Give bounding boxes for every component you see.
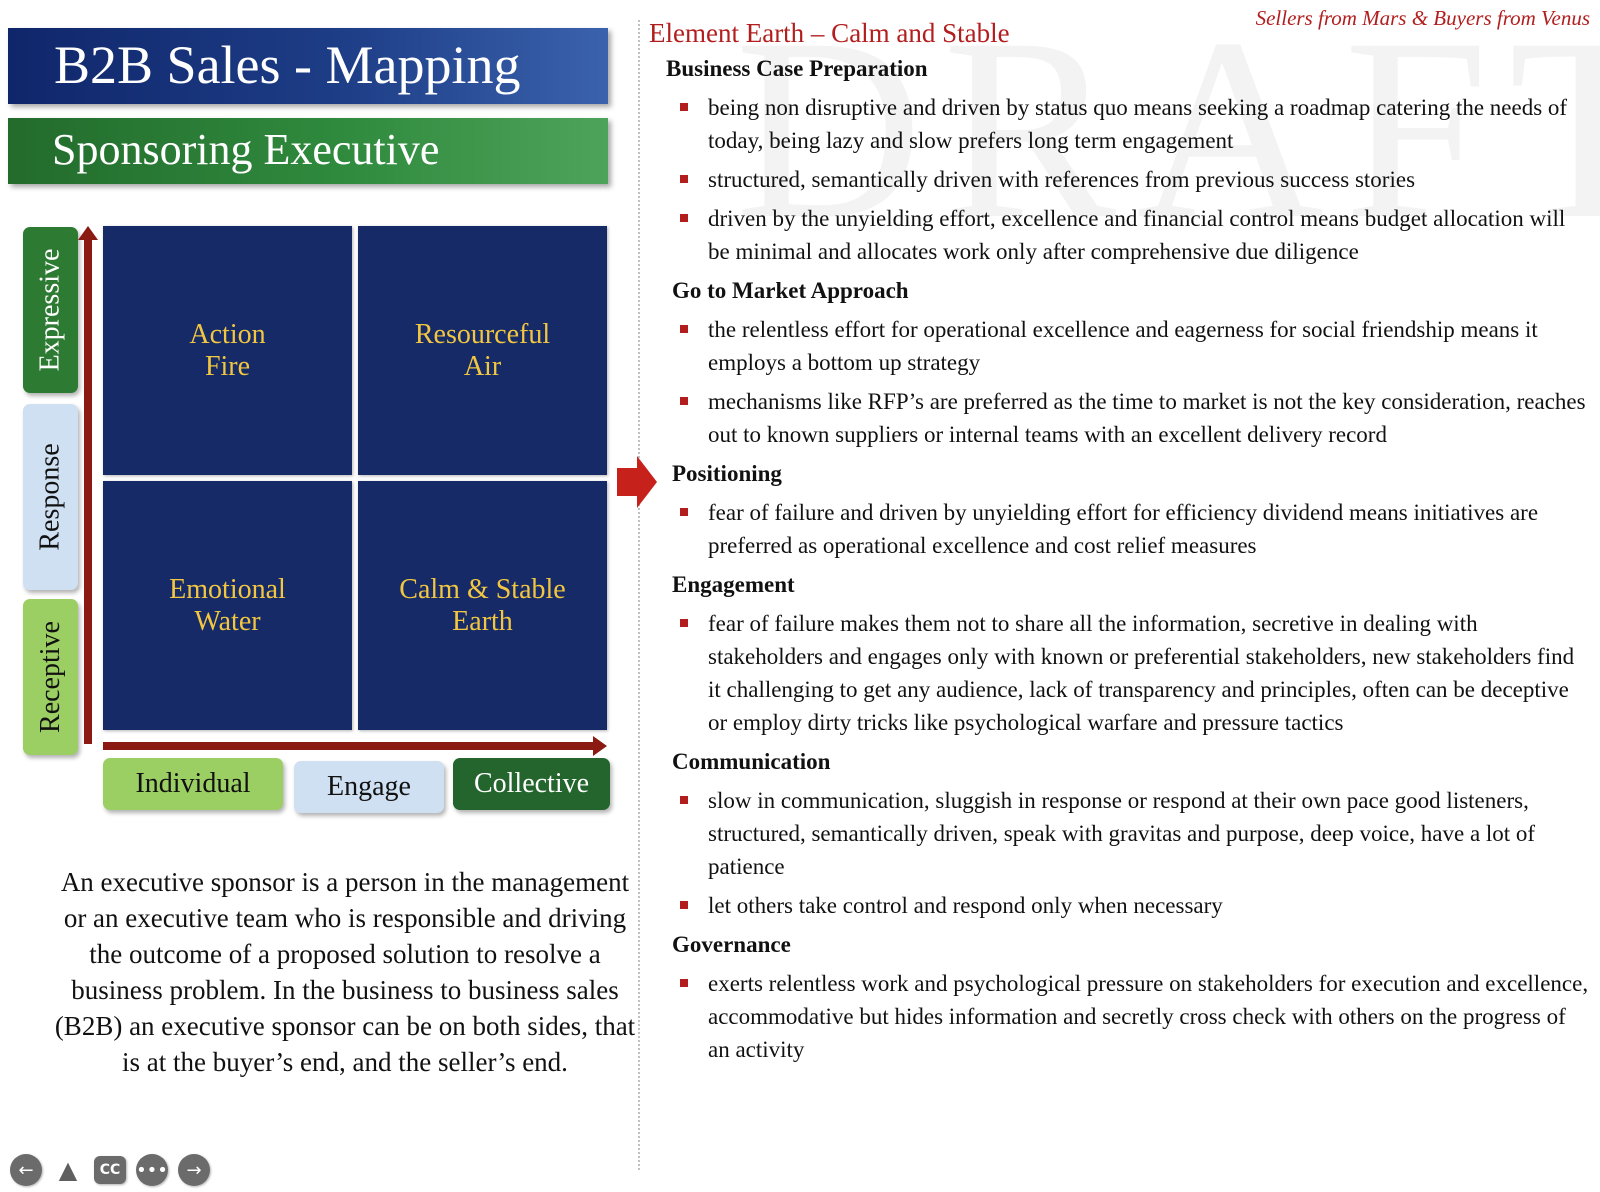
bullet-item <box>672 313 1590 379</box>
bullet-square-icon <box>680 619 688 627</box>
right-panel-content <box>666 52 1590 1072</box>
series-title: Sellers from Mars & Buyers from Venus <box>1255 6 1590 30</box>
bullet-text: the relentless effort for operational excellence and eagerness for social friendship means it employs a bottom up strategy <box>708 317 1538 375</box>
bullet-square-icon <box>680 103 688 111</box>
bullet-text: exerts relentless work and psychological pressure on stakeholders for execution and excellence, accommodative but hides information and secretly cross check with others on the progress of an activity <box>708 971 1589 1062</box>
bullet-list <box>672 967 1590 1066</box>
matrix-cell-emotional-water <box>103 481 352 730</box>
bullet-square-icon <box>680 214 688 222</box>
y-label-receptive <box>23 599 78 755</box>
y-label-response-text: Response <box>34 443 66 551</box>
section-title: Go to Market Approach <box>672 278 909 303</box>
bullet-text: mechanisms like RFP’s are preferred as the time to market is not the key consideration, reaches out to known suppliers or internal teams with an excellent delivery record <box>708 389 1586 447</box>
bullet-square-icon <box>680 796 688 804</box>
bullet-item <box>672 385 1590 451</box>
cell-label-line1: Emotional <box>169 573 286 605</box>
bullet-item <box>672 889 1590 922</box>
bullet-text: driven by the unyielding effort, excellence and financial control means budget allocation will be minimal and allocates work only after comprehensive due diligence <box>708 206 1566 264</box>
bullet-square-icon <box>680 175 688 183</box>
horizontal-axis-arrow <box>103 742 595 750</box>
x-label-engage: Engage <box>294 761 444 813</box>
cell-label-line2: Fire <box>204 350 251 382</box>
x-label-individual: Individual <box>103 758 283 810</box>
bullet-square-icon <box>680 397 688 405</box>
section <box>672 457 1590 562</box>
bullet-list <box>672 784 1590 922</box>
bullet-list <box>672 496 1590 562</box>
pointer-arrow-icon <box>617 468 637 496</box>
pointer-arrowhead-icon <box>637 456 657 508</box>
bullet-text: let others take control and respond only when necessary <box>708 893 1223 918</box>
bullet-square-icon <box>680 979 688 987</box>
element-heading: Element Earth – Calm and Stable <box>649 18 1010 48</box>
forward-arrow-icon[interactable]: → <box>178 1154 210 1186</box>
vertical-axis-arrowhead <box>78 226 98 240</box>
more-icon[interactable]: ••• <box>136 1154 168 1186</box>
y-label-receptive-text: Receptive <box>34 621 66 733</box>
section-title: Communication <box>672 749 831 774</box>
vertical-axis-arrow <box>84 232 92 744</box>
section-title: Engagement <box>672 572 795 597</box>
y-label-expressive <box>23 227 78 393</box>
cone-icon[interactable]: ▲ <box>58 1156 78 1184</box>
bullet-text: fear of failure and driven by unyielding effort for efficiency dividend means initiatives are preferred as operational excellence and cost relief measures <box>708 500 1539 558</box>
bullet-square-icon <box>680 325 688 333</box>
section <box>666 52 1590 268</box>
section <box>672 568 1590 739</box>
subtitle-banner <box>8 118 608 184</box>
bullet-list <box>672 91 1590 268</box>
horizontal-axis-arrowhead <box>593 736 607 756</box>
executive-sponsor-description: An executive sponsor is a person in the management or an executive team who is responsible and driving the outcome of a proposed solution to resolve a business problem. In the business to business sales (B2B) an executive sponsor can be on both sides, that is at the buyer’s end, and the seller’s end. <box>54 867 636 1077</box>
matrix-cell-calm-stable-earth <box>358 481 607 730</box>
cell-label-line1: Calm & Stable <box>399 573 566 605</box>
y-label-response <box>23 404 78 590</box>
bullet-text: fear of failure makes them not to share all the information, secretive in dealing with stakeholders and engages only with known or preferential stakeholders, new stakeholders find it challenging to get any audience, lack of transparency and principles, often can be deceptive or employ dirty tricks like psychological warfare and pressure tactics <box>708 611 1575 735</box>
closed-captions-icon[interactable]: CC <box>94 1156 126 1184</box>
y-label-expressive-text: Expressive <box>34 248 66 372</box>
section <box>672 928 1590 1066</box>
cell-label-line2: Air <box>463 350 502 382</box>
section <box>672 745 1590 922</box>
bullet-item <box>672 784 1590 883</box>
x-label-collective: Collective <box>453 758 610 810</box>
page-subtitle: Sponsoring Executive <box>52 125 440 174</box>
bullet-item <box>672 91 1590 157</box>
bullet-item <box>672 607 1590 739</box>
bullet-item <box>672 202 1590 268</box>
bullet-item <box>672 496 1590 562</box>
bullet-item <box>672 967 1590 1066</box>
title-banner <box>8 28 608 104</box>
section-title: Governance <box>672 932 791 957</box>
back-arrow-icon[interactable]: ← <box>10 1154 42 1186</box>
cell-label-line1: Resourceful <box>414 318 551 350</box>
cell-label-line2: Water <box>194 605 261 637</box>
section-title: Business Case Preparation <box>666 56 928 81</box>
player-controls <box>10 1154 210 1186</box>
bullet-item <box>672 163 1590 196</box>
matrix-cell-resourceful-air <box>358 226 607 475</box>
bullet-list <box>672 607 1590 739</box>
page-title: B2B Sales - Mapping <box>54 35 521 95</box>
bullet-text: slow in communication, sluggish in response or respond at their own pace good listeners, structured, semantically driven, speak with gravitas and purpose, deep voice, have a lot of patience <box>708 788 1536 879</box>
bullet-text: being non disruptive and driven by status quo means seeking a roadmap catering the needs of today, being lazy and slow prefers long term engagement <box>708 95 1568 153</box>
matrix-cell-action-fire <box>103 226 352 475</box>
cell-label-line2: Earth <box>452 605 513 637</box>
cell-label-line1: Action <box>189 318 266 350</box>
section <box>672 274 1590 451</box>
bullet-square-icon <box>680 901 688 909</box>
bullet-square-icon <box>680 508 688 516</box>
section-title: Positioning <box>672 461 782 486</box>
panel-divider <box>638 20 640 1170</box>
bullet-list <box>672 313 1590 451</box>
bullet-text: structured, semantically driven with references from previous success stories <box>708 167 1416 192</box>
